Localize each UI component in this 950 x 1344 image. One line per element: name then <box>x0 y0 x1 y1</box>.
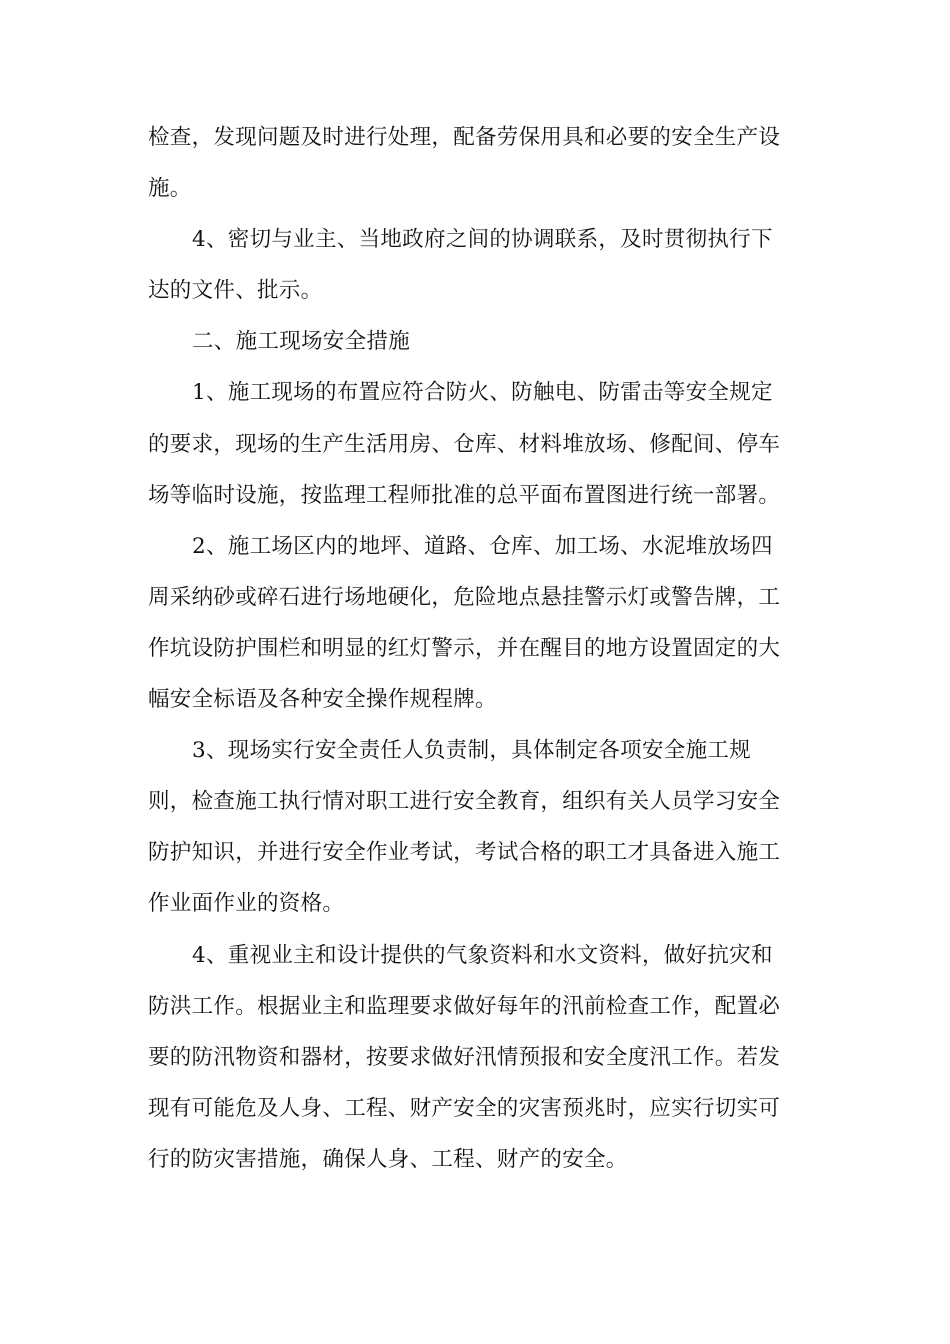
body-text <box>148 112 802 1185</box>
text-line: 的要求，现场的生产生活用房、仓库、材料堆放场、修配间、停车 <box>148 431 781 457</box>
text-line: 1、施工现场的布置应符合防火、防触电、防雷击等安全规定 <box>192 380 773 406</box>
text-line: 幅安全标语及各种安全操作规程牌。 <box>148 687 497 713</box>
text-line: 检查，发现问题及时进行处理，配备劳保用具和必要的安全生产设 <box>148 125 781 150</box>
text-line: 3、现场实行安全责任人负责制，具体制定各项安全施工规 <box>192 738 751 764</box>
text-line: 周采纳砂或碎石进行场地硬化，危险地点悬挂警示灯或警告牌，工 <box>148 584 781 610</box>
text-line: 现有可能危及人身、工程、财产安全的灾害预兆时，应实行切实可 <box>148 1095 781 1121</box>
text-line: 4、密切与业主、当地政府之间的协调联系，及时贯彻执行下 <box>192 227 773 253</box>
text-line: 防洪工作。根据业主和监理要求做好每年的汛前检查工作，配置必 <box>148 993 781 1019</box>
text-line: 作坑设防护围栏和明显的红灯警示，并在醒目的地方设置固定的大 <box>148 635 781 661</box>
text-line: 达的文件、批示。 <box>148 278 323 304</box>
text-line: 施。 <box>148 176 192 202</box>
text-line: 作业面作业的资格。 <box>148 891 345 917</box>
text-line: 要的防汛物资和器材，按要求做好汛情预报和安全度汛工作。若发 <box>148 1044 781 1070</box>
text-line: 2、施工场区内的地坪、道路、仓库、加工场、水泥堆放场四 <box>192 533 773 559</box>
text-line: 则，检查施工执行情对职工进行安全教育，组织有关人员学习安全 <box>148 789 781 815</box>
text-line: 4、重视业主和设计提供的气象资料和水文资料，做好抗灾和 <box>192 942 773 968</box>
text-line: 防护知识，并进行安全作业考试，考试合格的职工才具备进入施工 <box>148 840 781 866</box>
text-line: 行的防灾害措施，确保人身、工程、财产的安全。 <box>148 1146 628 1172</box>
section-heading: 二、施工现场安全措施 <box>192 329 411 355</box>
text-line: 场等临时设施，按监理工程师批准的总平面布置图进行统一部署。 <box>148 482 781 508</box>
